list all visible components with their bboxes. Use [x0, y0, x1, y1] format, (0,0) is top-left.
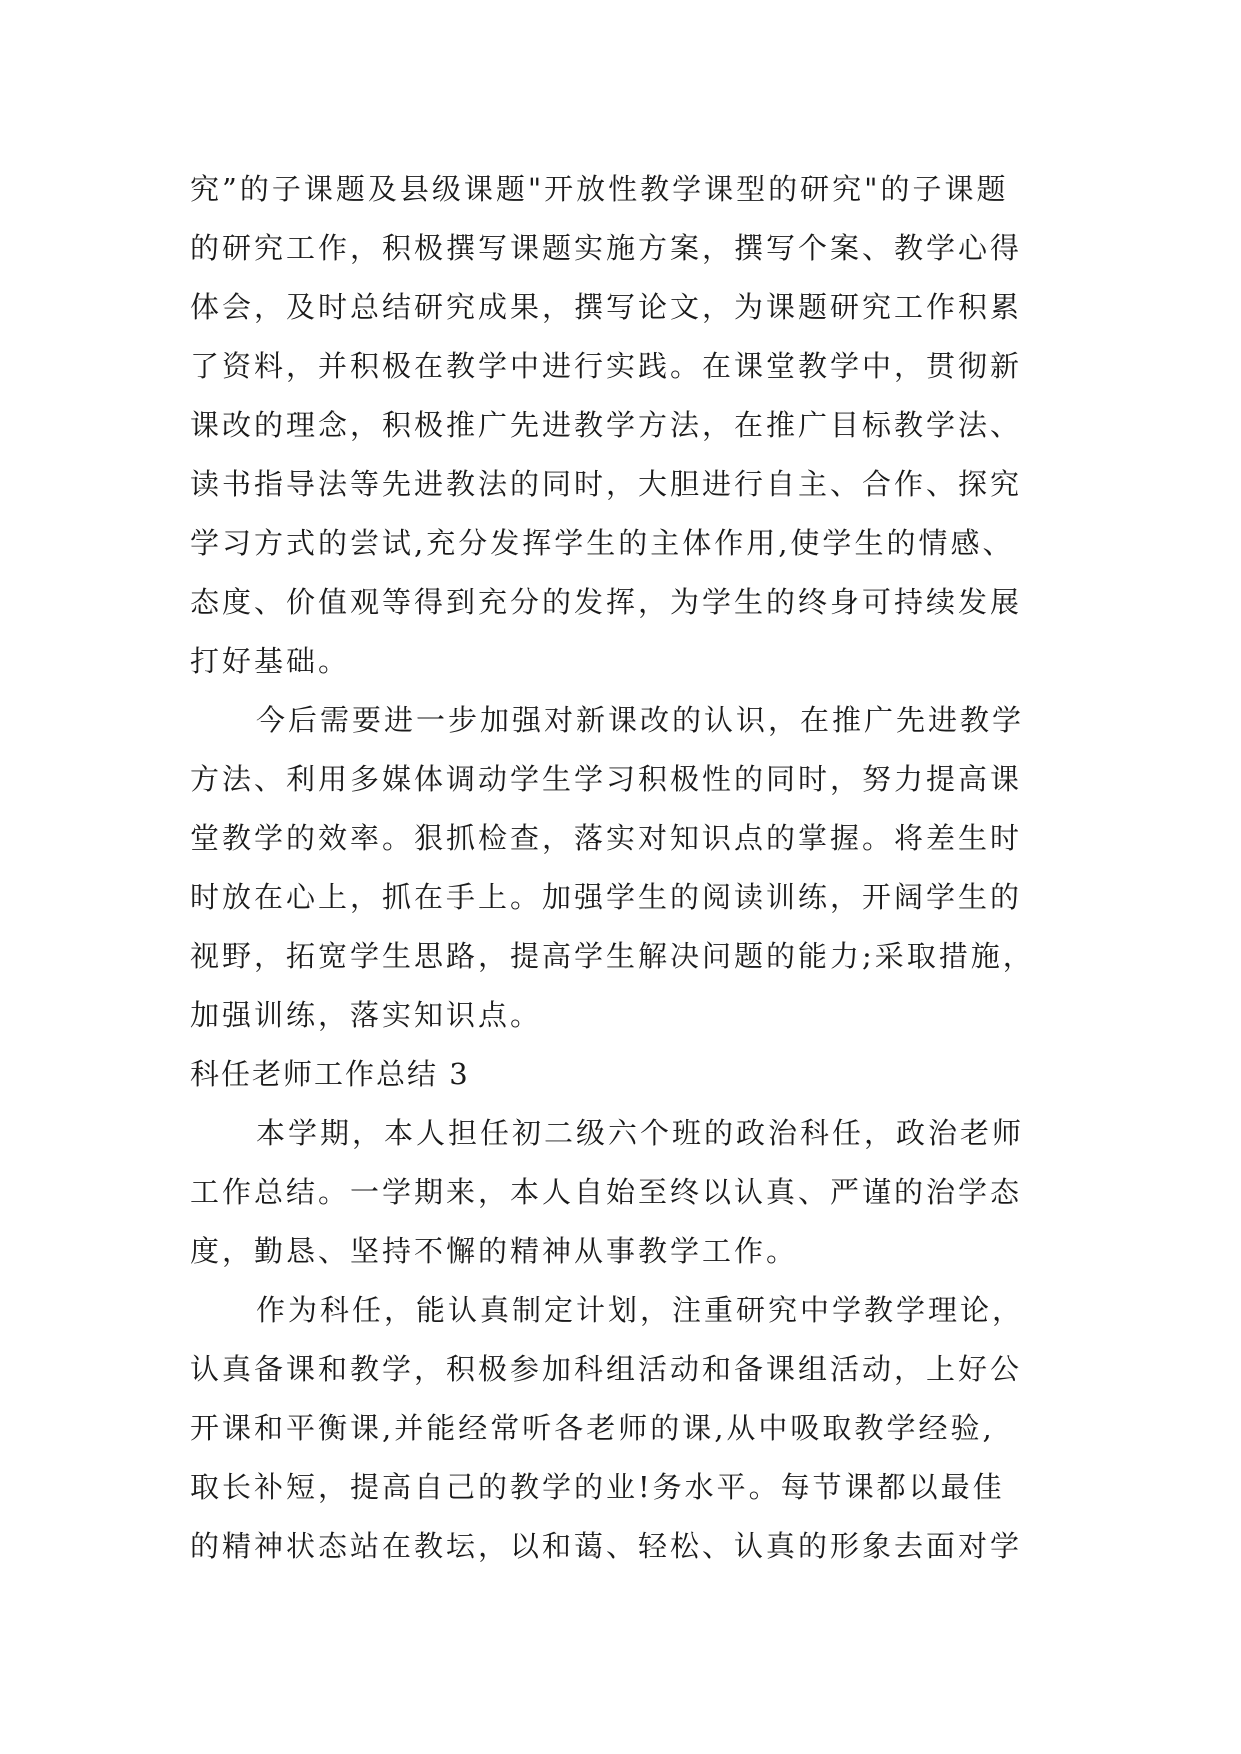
text-line-13: 时放在心上，抓在手上。加强学生的阅读训练，开阔学生的 [190, 880, 1023, 914]
text-line-19: 度，勤恳、坚持不懈的精神从事教学工作。 [190, 1234, 799, 1268]
text-line-15: 加强训练，落实知识点。 [190, 998, 543, 1032]
text-line-7: 学习方式的尝试,充分发挥学生的主体作用,使学生的情感、 [190, 526, 1015, 560]
text-line-5: 课改的理念，积极推广先进教学方法，在推广目标教学法、 [190, 408, 1023, 442]
text-line-12: 堂教学的效率。狠抓检查，落实对知识点的掌握。将差生时 [190, 821, 1023, 855]
paragraph-start-line: 今后需要进一步加强对新课改的认识，在推广先进教学 [256, 703, 1025, 737]
text-line-4: 了资料，并积极在教学中进行实践。在课堂教学中，贯彻新 [190, 349, 1023, 383]
text-line-8: 态度、价值观等得到充分的发挥，为学生的终身可持续发展 [190, 585, 1023, 619]
section-heading: 科任老师工作总结 3 [190, 1057, 470, 1091]
text-line-3: 体会，及时总结研究成果，撰写论文，为课题研究工作积累 [190, 290, 1023, 324]
document-page [190, 160, 1060, 1576]
text-line-18: 工作总结。一学期来，本人自始至终以认真、严谨的治学态 [190, 1175, 1023, 1209]
text-line-23: 取长补短，提高自己的教学的业!务水平。每节课都以最佳 [190, 1470, 1005, 1504]
paragraph-start-line: 作为科任，能认真制定计划，注重研究中学教学理论， [256, 1293, 1025, 1327]
paragraph-start-line: 本学期，本人担任初二级六个班的政治科任，政治老师 [256, 1116, 1025, 1150]
text-line-14: 视野，拓宽学生思路，提高学生解决问题的能力;采取措施， [190, 939, 1035, 973]
text-line-21: 认真备课和教学，积极参加科组活动和备课组活动，上好公 [190, 1352, 1023, 1386]
text-line-6: 读书指导法等先进教法的同时，大胆进行自主、合作、探究 [190, 467, 1023, 501]
text-line-11: 方法、利用多媒体调动学生学习积极性的同时，努力提高课 [190, 762, 1023, 796]
text-line-2: 的研究工作，积极撰写课题实施方案，撰写个案、教学心得 [190, 231, 1023, 265]
text-line-24: 的精神状态站在教坛，以和蔼、轻松、认真的形象去面对学 [190, 1529, 1023, 1563]
text-line-22: 开课和平衡课,并能经常听各老师的课,从中吸取教学经验, [190, 1411, 995, 1445]
text-line-9: 打好基础。 [190, 644, 351, 678]
text-line-1: 究”的子课题及县级课题"开放性教学课型的研究"的子课题 [190, 172, 1009, 206]
